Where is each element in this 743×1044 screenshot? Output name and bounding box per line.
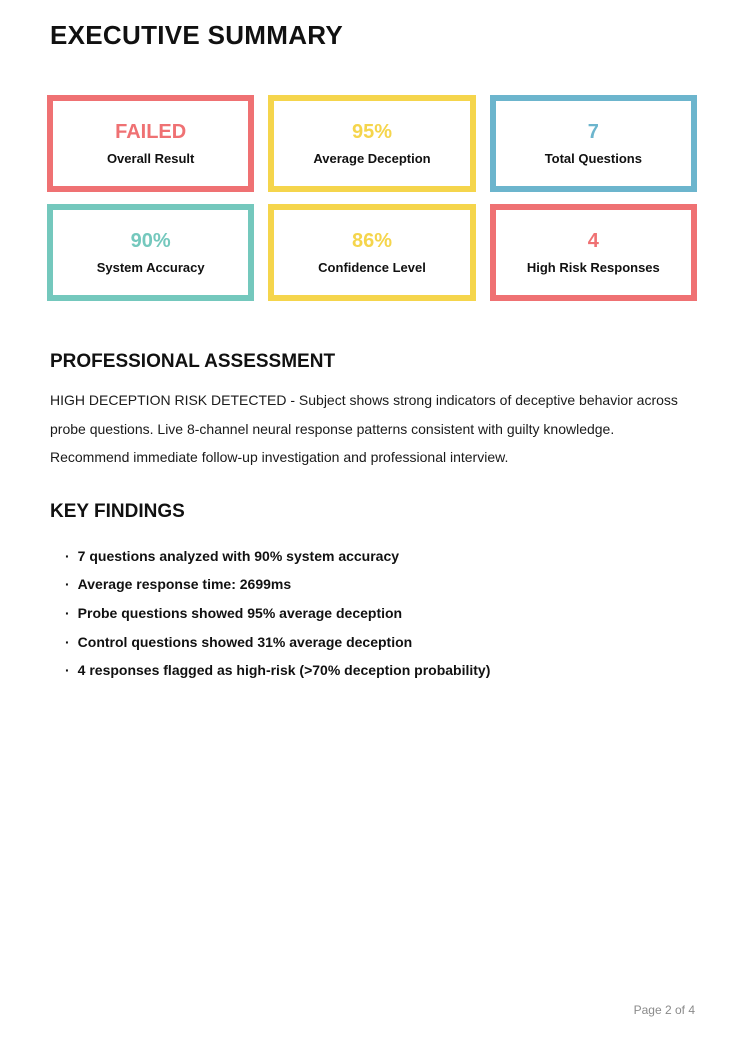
- finding-text: Probe questions showed 95% average deception: [77, 604, 403, 621]
- stat-cards-grid: [47, 95, 697, 301]
- bullet-marker: ·: [65, 604, 70, 621]
- bullet-marker: ·: [65, 662, 70, 679]
- findings-list: [50, 542, 697, 686]
- stat-label: High Risk Responses: [526, 260, 660, 275]
- finding-text: 7 questions analyzed with 90% system accuracy: [77, 547, 400, 564]
- bullet-marker: ·: [65, 547, 70, 564]
- finding-text: 4 responses flagged as high-risk (>70% deception probability): [77, 662, 491, 679]
- stat-label: Total Questions: [544, 151, 642, 166]
- page-title: EXECUTIVE SUMMARY: [50, 20, 344, 50]
- stat-card-overall-result: [47, 95, 254, 192]
- stat-value: 7: [587, 121, 599, 143]
- finding-item: [65, 542, 697, 571]
- stat-value: 86%: [351, 230, 392, 252]
- finding-item: [65, 656, 697, 685]
- finding-item: [65, 599, 697, 628]
- page-number: Page 2 of 4: [633, 1003, 695, 1017]
- assessment-body-text: HIGH DECEPTION RISK DETECTED - Subject shows strong indicators of deceptive behavior across probe questions. Live 8-channel neural response patterns consistent with guilty knowledge. Recommend immediate follow-up investigation and professional interview.: [50, 392, 678, 465]
- stat-value: 95%: [351, 121, 392, 143]
- finding-text: Control questions showed 31% average deception: [77, 633, 413, 650]
- assessment-section-heading: PROFESSIONAL ASSESSMENT: [50, 351, 336, 372]
- stat-card-system-accuracy: [47, 204, 254, 301]
- stat-card-confidence-level: [268, 204, 475, 301]
- finding-item: [65, 628, 697, 657]
- stat-label: Confidence Level: [318, 260, 426, 275]
- bullet-marker: ·: [65, 633, 70, 650]
- stat-card-average-deception: [268, 95, 475, 192]
- stat-value: 4: [587, 230, 599, 252]
- bullet-marker: ·: [65, 576, 70, 593]
- stat-label: System Accuracy: [96, 260, 205, 275]
- stat-label: Average Deception: [313, 151, 431, 166]
- stat-label: Overall Result: [106, 151, 195, 166]
- stat-value: FAILED: [115, 121, 187, 143]
- finding-text: Average response time: 2699ms: [77, 576, 292, 593]
- stat-value: 90%: [130, 230, 171, 252]
- stat-card-high-risk-responses: [490, 204, 697, 301]
- findings-section-heading: KEY FINDINGS: [50, 500, 185, 522]
- stat-card-total-questions: [490, 95, 697, 192]
- finding-item: [65, 570, 697, 599]
